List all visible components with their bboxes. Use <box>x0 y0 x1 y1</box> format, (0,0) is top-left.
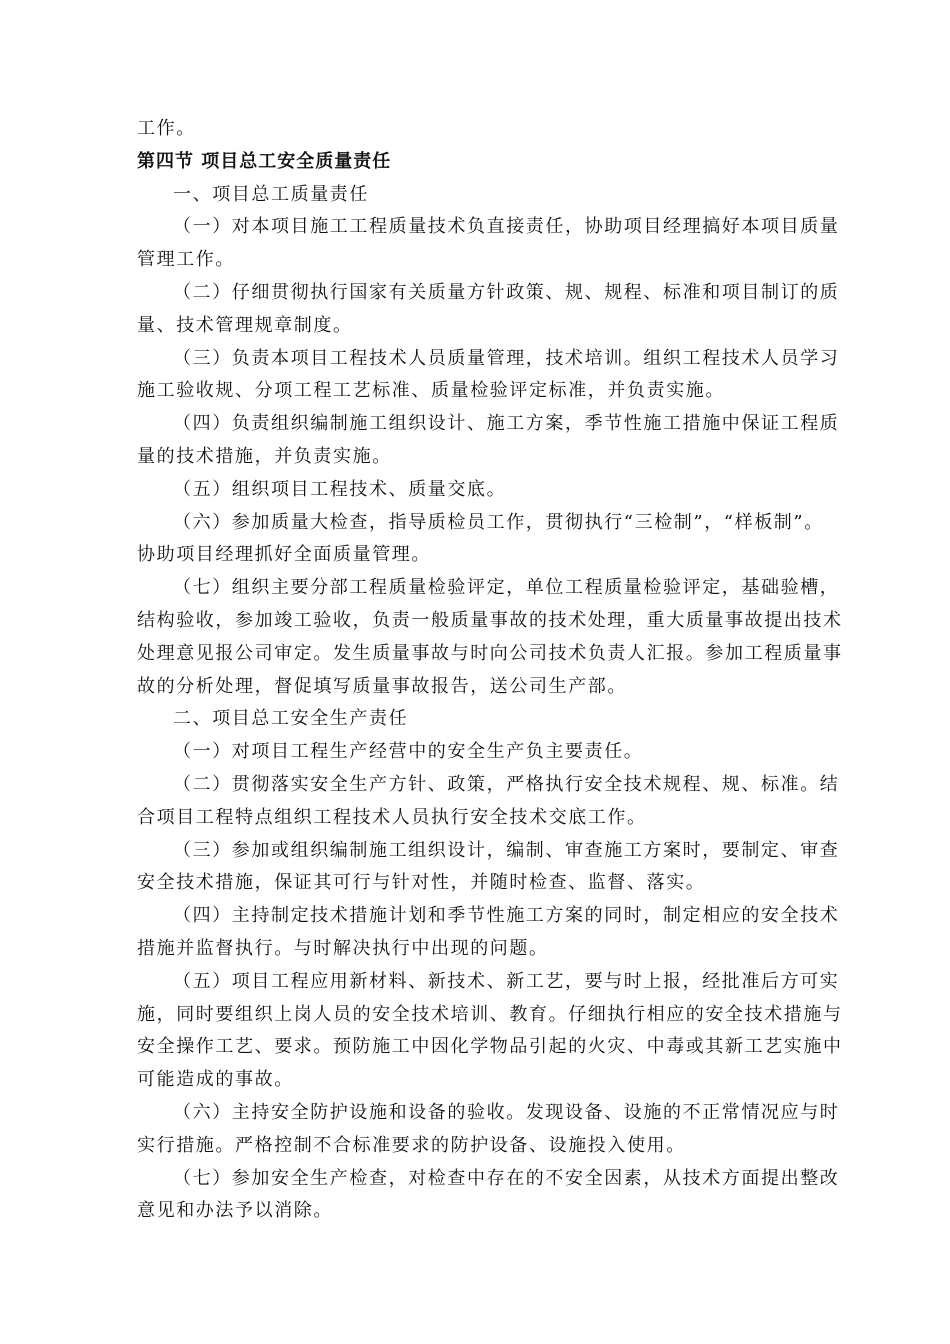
text-line: 量、技术管理规章制度。 <box>137 314 353 336</box>
text-line: 安全操作工艺、要求。预防施工中因化学物品引起的火灾、中毒或其新工艺实施中 <box>137 1036 843 1058</box>
text-line: 结构验收，参加竣工验收，负责一般质量事故的技术处理，重大质量事故提出技术 <box>137 609 843 631</box>
text-line: （六）主持安全防护设施和设备的验收。发现设备、设施的不正常情况应与时 <box>173 1101 840 1123</box>
text-line: （五）组织项目工程技术、质量交底。 <box>173 478 507 500</box>
text-line: 实行措施。严格控制不合标准要求的防护设备、设施投入使用。 <box>137 1134 686 1156</box>
text-line: 处理意见报公司审定。发生质量事故与时向公司技术负责人汇报。参加工程质量事 <box>137 642 843 664</box>
text-line: 意见和办法予以消除。 <box>137 1200 333 1222</box>
text-line: 施，同时要组织上岗人员的安全技术培训、教育。仔细执行相应的安全技术措施与 <box>137 1003 843 1025</box>
text-line: 管理工作。 <box>137 249 235 271</box>
text-line: （五）项目工程应用新材料、新技术、新工艺，要与时上报，经批准后方可实 <box>173 970 840 992</box>
text-line: 可能造成的事故。 <box>137 1069 294 1091</box>
text-line: （二）仔细贯彻执行国家有关质量方针政策、规、规程、标准和项目制订的质 <box>173 281 840 303</box>
text-line: （一）对本项目施工工程质量技术负直接责任，协助项目经理搞好本项目质量 <box>173 216 840 238</box>
text-line: （七）组织主要分部工程质量检验评定，单位工程质量检验评定，基础验槽， <box>173 577 840 599</box>
text-line: （三）参加或组织编制施工组织设计，编制、审查施工方案时，要制定、审查 <box>173 839 840 861</box>
text-line: （三）负责本项目工程技术人员质量管理，技术培训。组织工程技术人员学习 <box>173 347 840 369</box>
text-line: 措施并监督执行。与时解决执行中出现的问题。 <box>137 937 549 959</box>
text-line: 工作。 <box>137 118 196 139</box>
section-heading: 第四节 项目总工安全质量责任 <box>137 150 392 172</box>
text-line: （四）负责组织编制施工组织设计、施工方案，季节性施工措施中保证工程质 <box>173 413 840 435</box>
text-line: （七）参加安全生产检查，对检查中存在的不安全因素，从技术方面提出整改 <box>173 1167 840 1189</box>
text-line: 一、项目总工质量责任 <box>173 183 369 205</box>
text-line: 二、项目总工安全生产责任 <box>173 708 409 730</box>
text-line: 量的技术措施，并负责实施。 <box>137 445 392 467</box>
text-line: （四）主持制定技术措施计划和季节性施工方案的同时，制定相应的安全技术 <box>173 905 840 927</box>
text-line: 协助项目经理抓好全面质量管理。 <box>137 544 431 566</box>
text-line: （一）对项目工程生产经营中的安全生产负主要责任。 <box>173 741 644 763</box>
text-line: 安全技术措施，保证其可行与针对性，并随时检查、监督、落实。 <box>137 872 706 894</box>
text-line: （六）参加质量大检查，指导质检员工作，贯彻执行“三检制”，“样板制”。 <box>173 511 824 533</box>
text-line: 故的分析处理，督促填写质量事故报告，送公司生产部。 <box>137 675 627 697</box>
text-line: 合项目工程特点组织工程技术人员执行安全技术交底工作。 <box>137 806 647 828</box>
text-line: （二）贯彻落实安全生产方针、政策，严格执行安全技术规程、规、标准。结 <box>173 773 840 795</box>
text-line: 施工验收规、分项工程工艺标准、质量检验评定标准，并负责实施。 <box>137 380 725 402</box>
document-page <box>137 113 843 1228</box>
